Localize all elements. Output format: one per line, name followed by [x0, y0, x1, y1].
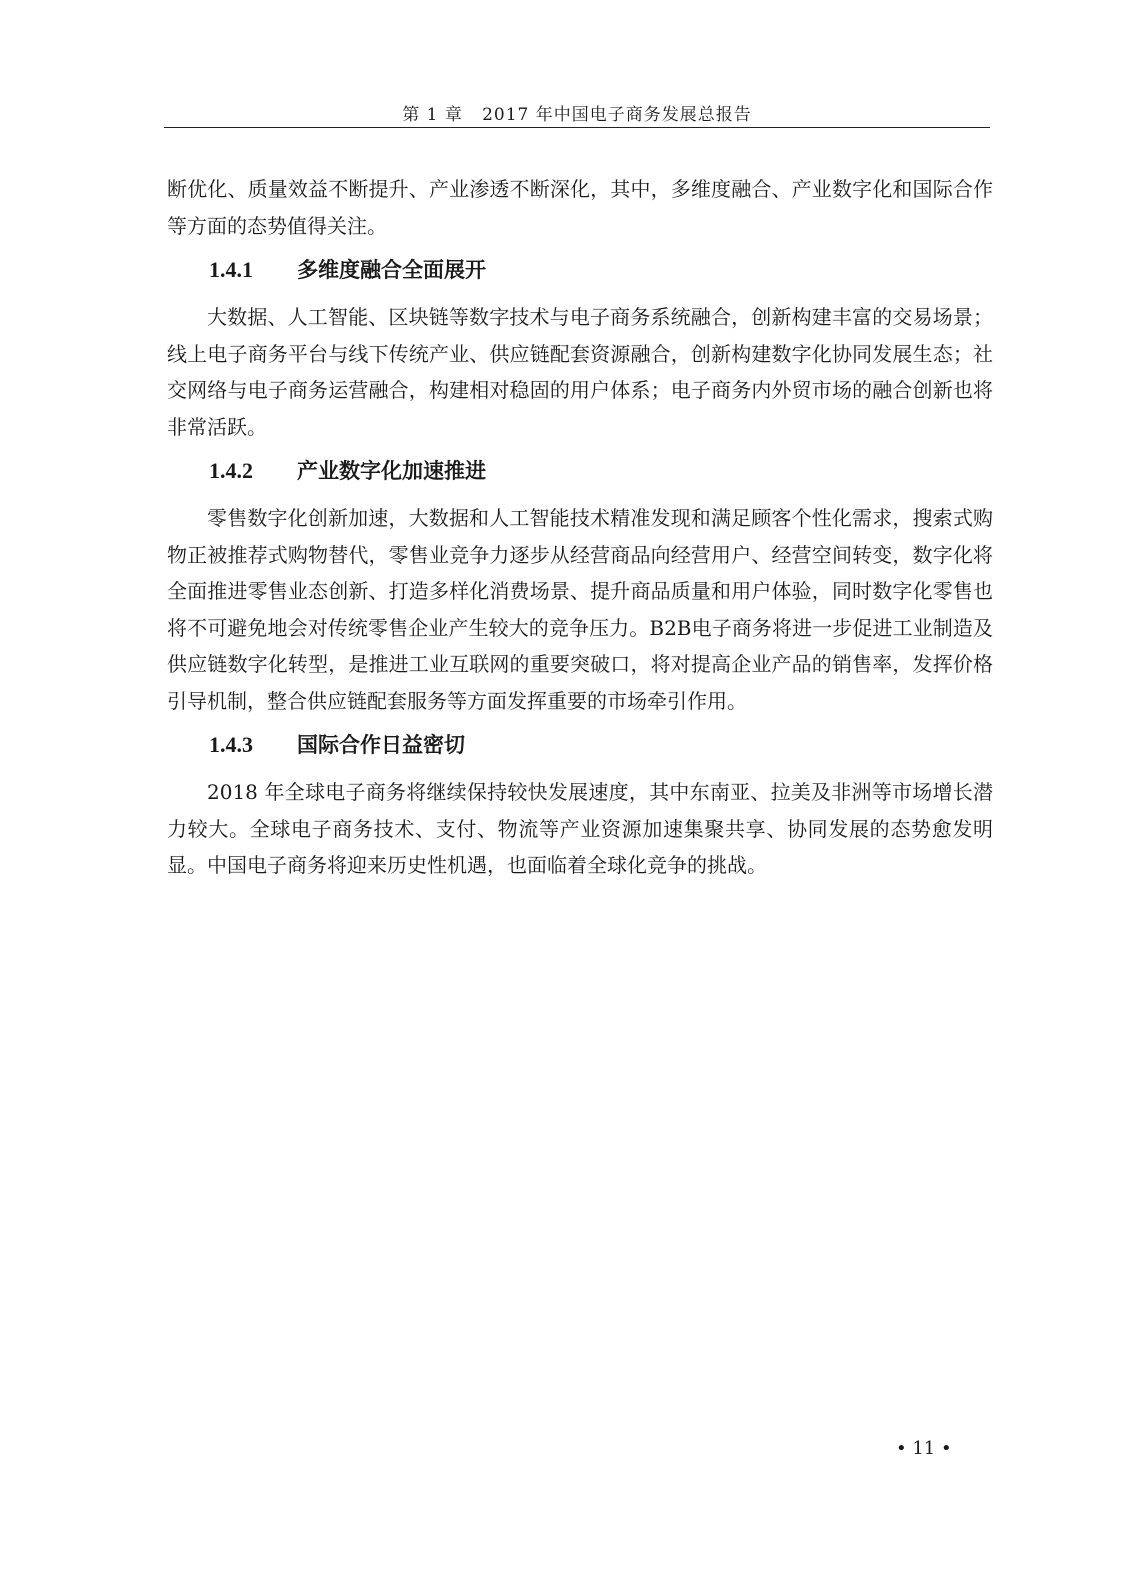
section-title: 国际合作日益密切	[297, 733, 465, 757]
page-number: • 11 •	[896, 1438, 952, 1459]
section-heading-1-4-3	[167, 729, 993, 761]
section-title: 产业数字化加速推进	[297, 459, 486, 483]
section-paragraph-1-4-1: 大数据、人工智能、区块链等数字技术与电子商务系统融合，创新构建丰富的交易场景；线上电子商务平台与线下传统产业、供应链配套资源融合，创新构建数字化协同发展生态；社交网络与电子商务运营融合，构建相对稳固的用户体系；电子商务内外贸市场的融合创新也将非常活跃。	[167, 305, 993, 439]
intro-paragraph: 断优化、质量效益不断提升、产业渗透不断深化，其中，多维度融合、产业数字化和国际合作等方面的态势值得关注。	[167, 177, 993, 238]
section-number: 1.4.2	[209, 458, 253, 483]
page-body	[167, 171, 993, 884]
header-divider	[164, 127, 990, 128]
section-heading-1-4-1	[167, 254, 993, 286]
section-title: 多维度融合全面展开	[297, 258, 486, 282]
section-heading-1-4-2	[167, 455, 993, 487]
section-number: 1.4.1	[209, 257, 253, 282]
section-paragraph-1-4-3: 2018 年全球电子商务将继续保持较快发展速度，其中东南亚、拉美及非洲等市场增长潜力较大。全球电子商务技术、支付、物流等产业资源加速集聚共享、协同发展的态势愈发明显。中国电子商务将迎来历史性机遇，也面临着全球化竞争的挑战。	[167, 780, 993, 877]
section-paragraph-1-4-2: 零售数字化创新加速，大数据和人工智能技术精准发现和满足顾客个性化需求，搜索式购物正被推荐式购物替代，零售业竞争力逐步从经营商品向经营用户、经营空间转变，数字化将全面推进零售业态创新、打造多样化消费场景、提升商品质量和用户体验，同时数字化零售也将不可避免地会对传统零售企业产生较大的竞争压力。B2B电子商务将进一步促进工业制造及供应链数字化转型，是推进工业互联网的重要突破口，将对提高企业产品的销售率，发挥价格引导机制，整合供应链配套服务等方面发挥重要的市场牵引作用。	[167, 506, 993, 713]
running-header: 第 1 章 2017 年中国电子商务发展总报告	[402, 105, 752, 125]
section-number: 1.4.3	[209, 732, 253, 757]
